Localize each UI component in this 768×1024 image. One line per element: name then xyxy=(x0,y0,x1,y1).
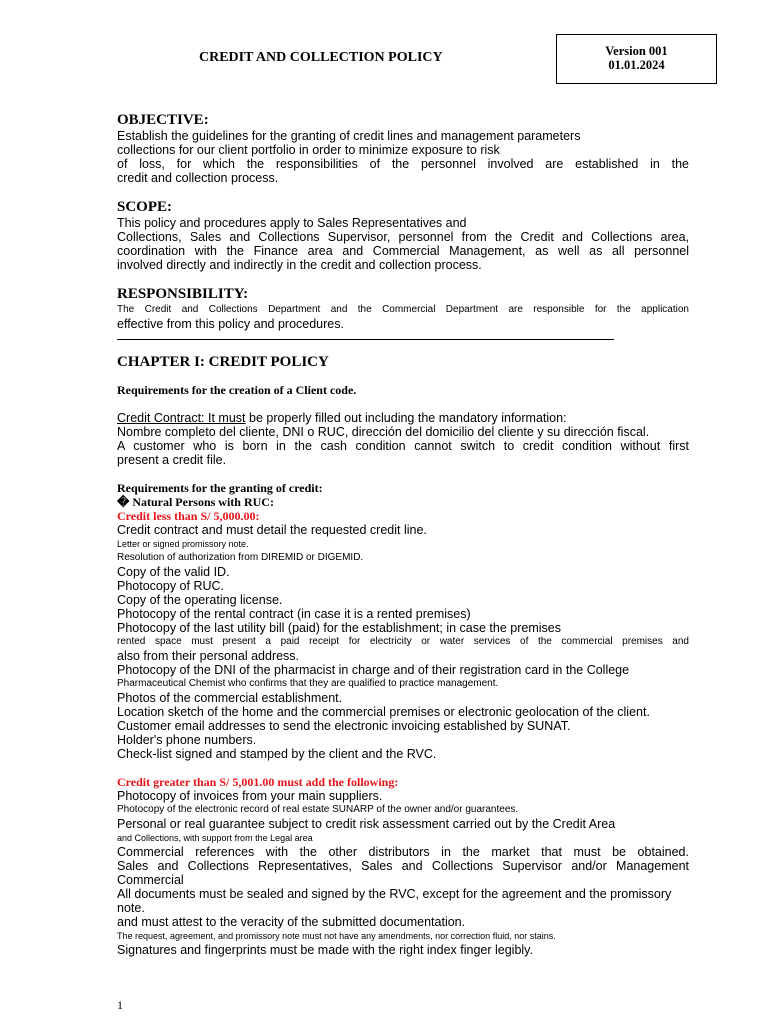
document-body xyxy=(117,112,689,957)
requirement-item: Sales and Collections Representatives, Sales and Collections Supervisor and/or Management xyxy=(117,859,689,873)
less-than-requirements xyxy=(117,523,689,761)
requirement-item: Commercial xyxy=(117,873,184,887)
requirement-item: and must attest to the veracity of the submitted documentation. xyxy=(117,915,466,929)
requirement-item: The request, agreement, and promissory note must not have any amendments, nor correction fluid, nor stains. xyxy=(117,931,556,941)
scope-line: This policy and procedures apply to Sales Representatives and xyxy=(117,216,467,230)
credit-less-than-heading: Credit less than S/ 5,000.00: xyxy=(117,509,260,523)
contract-line: Nombre completo del cliente, DNI o RUC, dirección del domicilio del cliente y su dirección fiscal. xyxy=(117,425,650,439)
scope-heading: SCOPE: xyxy=(117,199,173,215)
requirement-item: Resolution of authorization from DIREMID or DIGEMID. xyxy=(117,552,364,563)
scope-line: Collections, Sales and Collections Supervisor, personnel from the Credit and Collections area, xyxy=(117,230,689,244)
requirement-item: Customer email addresses to send the electronic invoicing established by SUNAT. xyxy=(117,719,571,733)
version-label: Version 001 xyxy=(605,44,668,58)
contract-line: A customer who is born in the cash condition cannot switch to credit condition without first xyxy=(117,439,689,453)
page-number: 1 xyxy=(117,998,123,1012)
requirement-item: also from their personal address. xyxy=(117,649,300,663)
client-code-heading: Requirements for the creation of a Client code. xyxy=(117,383,357,397)
objective-line: collections for our client portfolio in order to minimize exposure to risk xyxy=(117,143,500,157)
requirement-item: Copy of the valid ID. xyxy=(117,565,230,579)
objective-heading: OBJECTIVE: xyxy=(117,112,209,128)
granting-heading: Requirements for the granting of credit: xyxy=(117,481,323,495)
requirement-item: Personal or real guarantee subject to credit risk assessment carried out by the Credit Area xyxy=(117,817,616,831)
credit-contract-text: be properly filled out including the mandatory information: xyxy=(245,411,567,425)
objective-line: of loss, for which the responsibilities of the personnel involved are established in the xyxy=(117,157,689,171)
requirement-item: Copy of the operating license. xyxy=(117,593,283,607)
requirement-item: Holder's phone numbers. xyxy=(117,733,257,747)
credit-contract-line xyxy=(117,411,689,425)
credit-greater-than-heading: Credit greater than S/ 5,001.00 must add the following: xyxy=(117,775,399,789)
requirement-item: Photocopy of RUC. xyxy=(117,579,224,593)
credit-contract-label: Credit Contract: It must xyxy=(117,411,246,425)
requirement-item: and Collections, with support from the Legal area xyxy=(117,833,313,843)
responsibility-line: effective from this policy and procedures. xyxy=(117,317,344,331)
responsibility-line: The Credit and Collections Department and the Commercial Department are responsible for the application xyxy=(117,304,689,315)
requirement-item: All documents must be sealed and signed by the RVC, except for the agreement and the promissory note. xyxy=(117,887,672,915)
requirement-item: Credit contract and must detail the requested credit line. xyxy=(117,523,427,537)
natural-persons-heading: � Natural Persons with RUC: xyxy=(117,495,274,509)
requirement-item: Letter or signed promissory note. xyxy=(117,539,249,549)
scope-line: coordination with the Finance area and Commercial Management, as well as all personnel xyxy=(117,244,689,258)
responsibility-heading: RESPONSIBILITY: xyxy=(117,286,249,302)
requirement-item: Pharmaceutical Chemist who confirms that they are qualified to practice management. xyxy=(117,678,499,689)
scope-line: involved directly and indirectly in the credit and collection process. xyxy=(117,258,482,272)
document-title: CREDIT AND COLLECTION POLICY xyxy=(199,50,443,65)
version-date: 01.01.2024 xyxy=(608,58,665,72)
objective-line: credit and collection process. xyxy=(117,171,279,185)
requirement-item: Check-list signed and stamped by the client and the RVC. xyxy=(117,747,437,761)
requirement-item: rented space must present a paid receipt for electricity or water services of the commercial premises and xyxy=(117,636,689,647)
chapter-heading: CHAPTER I: CREDIT POLICY xyxy=(117,354,329,370)
checkbox-glyph-icon: � xyxy=(117,495,130,509)
greater-than-requirements xyxy=(117,789,689,957)
version-box xyxy=(556,34,717,84)
contract-line: present a credit file. xyxy=(117,453,227,467)
requirement-item: Signatures and fingerprints must be made with the right index finger legibly. xyxy=(117,943,533,957)
requirement-item: Photocopy of the DNI of the pharmacist in charge and of their registration card in the College xyxy=(117,663,630,677)
requirement-item: Photocopy of the last utility bill (paid) for the establishment; in case the premises xyxy=(117,621,561,635)
requirement-item: Location sketch of the home and the commercial premises or electronic geolocation of the client. xyxy=(117,705,650,719)
objective-line: Establish the guidelines for the granting of credit lines and management parameters xyxy=(117,129,581,143)
requirement-item: Photocopy of the rental contract (in case it is a rented premises) xyxy=(117,607,471,621)
requirement-item: Photocopy of invoices from your main suppliers. xyxy=(117,789,383,803)
requirement-item: Photos of the commercial establishment. xyxy=(117,691,343,705)
requirement-item: Commercial references with the other distributors in the market that must be obtained. xyxy=(117,845,689,859)
requirement-item: Photocopy of the electronic record of real estate SUNARP of the owner and/or guarantees. xyxy=(117,804,519,815)
